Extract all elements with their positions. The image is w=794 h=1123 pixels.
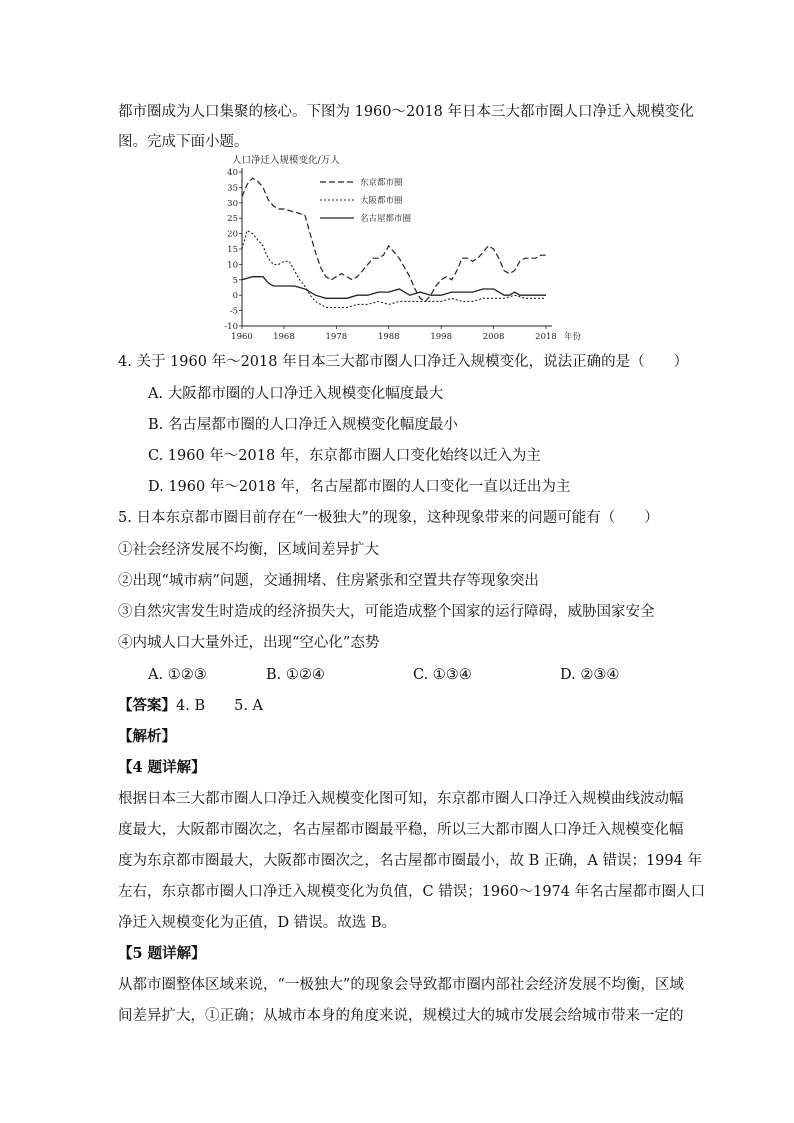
q5-option-a: A. ①②③ — [148, 667, 207, 683]
q5-option-d: D. ②③④ — [560, 667, 620, 683]
detail-4-line-5: 净迁入规模变化为正值，D 错误。故选 B。 — [118, 915, 396, 931]
y-tick-label: 10 — [227, 260, 238, 271]
y-tick-label: 0 — [232, 291, 238, 302]
q5-statement-2: ②出现“城市病”问题，交通拥堵、住房紧张和空置共存等现象突出 — [118, 573, 539, 589]
y-tick-label: 40 — [227, 168, 238, 178]
q5-stem: 5. 日本东京都市圈目前存在“一极独大”的现象，这种现象带来的问题可能有（ ） — [118, 510, 659, 526]
y-tick-label: 5 — [232, 275, 238, 286]
x-tick-label: 2018 — [535, 332, 557, 342]
legend-label-1: 东京都市圈 — [360, 178, 403, 188]
answer-line — [118, 696, 263, 716]
q5-option-b: B. ①②④ — [266, 667, 325, 683]
q5-statement-1: ①社会经济发展不均衡，区域间差异扩大 — [118, 542, 379, 558]
q4-option-b: B. 名古屋都市圈的人口净迁入规模变化幅度最小 — [148, 417, 458, 433]
analysis-label: 【解析】 — [118, 728, 176, 745]
answer-text: 4. B 5. A — [176, 698, 264, 714]
y-axis — [224, 168, 242, 332]
x-tick-label: 1988 — [377, 332, 400, 342]
legend-label-3: 名古屋都市圈 — [360, 214, 412, 224]
x-axis — [231, 326, 581, 342]
x-tick-label: 1960 — [231, 332, 253, 342]
y-tick-label: -5 — [229, 306, 238, 317]
x-tick-label: 1998 — [430, 332, 452, 342]
x-tick-label: 1968 — [273, 332, 295, 342]
x-tick-label: 2008 — [482, 332, 505, 342]
y-tick-label: 30 — [227, 198, 238, 209]
q4-stem: 4. 关于 1960 年～2018 年日本三大都市圈人口净迁入规模变化，说法正确的是（ ） — [118, 354, 689, 370]
q4-option-d: D. 1960 年～2018 年，名古屋都市圈的人口变化一直以迁出为主 — [148, 479, 571, 495]
detail-5-line-1: 从都市圈整体区域来说，“一极独大”的现象会导致都市圈内部社会经济发展不均衡，区域 — [118, 977, 684, 993]
detail-5-line-2: 间差异扩大，①正确；从城市本身的角度来说，规模过大的城市发展会给城市带来一定的 — [118, 1008, 684, 1024]
detail-4-label: 【4 题详解】 — [118, 759, 206, 776]
y-tick-label: 35 — [227, 183, 238, 194]
detail-4-line-1: 根据日本三大都市圈人口净迁入规模变化图可知，东京都市圈人口净迁入规模曲线波动幅 — [118, 791, 684, 807]
intro-line-2: 图。完成下面小题。 — [118, 134, 249, 150]
y-tick-label: 15 — [227, 245, 238, 255]
y-tick-label: -10 — [224, 322, 238, 332]
intro-line-1: 都市圈成为人口集聚的核心。下图为 1960～2018 年日本三大都市圈人口净迁入规模变化 — [118, 104, 695, 120]
migration-line-chart — [218, 152, 598, 342]
detail-4-line-3: 度为东京都市圈最大，大阪都市圈次之，名古屋都市圈最小，故 B 正确，A 错误；1994 年 — [118, 853, 702, 869]
x-tick-label: 1978 — [325, 332, 348, 342]
q4-option-a: A. 大阪都市圈的人口净迁入规模变化幅度最大 — [148, 386, 444, 402]
detail-4-line-2: 度最大，大阪都市圈次之，名古屋都市圈最平稳，所以三大都市圈人口净迁入规模变化幅 — [118, 822, 684, 838]
chart-legend — [320, 177, 412, 224]
q4-option-c: C. 1960 年～2018 年，东京都市圈人口变化始终以迁入为主 — [148, 448, 541, 464]
answer-label: 【答案】 — [118, 697, 176, 714]
q5-statement-3: ③自然灾害发生时造成的经济损失大，可能造成整个国家的运行障碍，威胁国家安全 — [118, 604, 655, 620]
x-axis-unit: 年份 — [564, 332, 582, 342]
detail-5-label: 【5 题详解】 — [118, 945, 206, 962]
q5-option-c: C. ①③④ — [413, 667, 472, 683]
q5-statement-4: ④内城人口大量外迁，出现“空心化”态势 — [118, 635, 380, 651]
series-line-3 — [242, 277, 546, 299]
y-tick-label: 25 — [227, 214, 238, 225]
legend-label-2: 大阪都市圈 — [360, 196, 403, 206]
series-line-2 — [242, 231, 546, 308]
detail-4-line-4: 左右，东京都市圈人口净迁入规模变化为负值，C 错误；1960～1974 年名古屋都市圈人口 — [118, 884, 706, 900]
chart-title: 人口净迁入规模变化/万人 — [232, 155, 340, 166]
y-tick-label: 20 — [227, 229, 238, 240]
